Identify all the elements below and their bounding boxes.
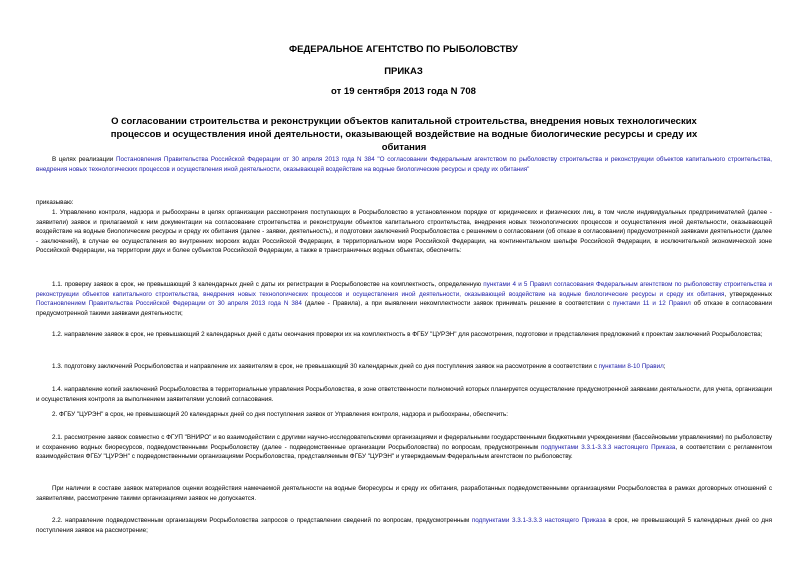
p1-1-text-b: , утвержденных <box>724 290 772 298</box>
intro-text: В целях реализации <box>52 156 116 163</box>
doc-type: ПРИКАЗ <box>384 66 423 77</box>
p1-1-text-d: об отказе в согласовании предусмотренной такими заявками деятельности; <box>36 300 772 317</box>
paragraph-2-note: При наличии в составе заявок материалов оценки воздействия намечаемой деятельности на водные биоресурсы и среду их обитания, разработанных подведомственными организациями Росрыболовства в рамках договорных отношений с заявителями, рассмотрение такими организациями заявок не допускается. <box>36 485 772 502</box>
link-podpunkty-3-3[interactable]: подпунктами 3.3.1-3.3.3 настоящего Приказа <box>540 443 676 451</box>
paragraph-2-2 <box>36 516 772 535</box>
p2-1-text-a: 2.1. рассмотрение заявок совместно с ФГУП "ВНИРО" и во взаимодействии с другими научно-исследовательскими организациями и федеральными государственными бюджетными учреждениями (бассейновыми управлениями) по рыболовству и сохранению водных биоресурсов, подведомственными Росрыболовству (далее - подведомственные организации Росрыболовства) по вопросам, предусмотренным <box>36 434 772 451</box>
paragraph-1-2: 1.2. направление заявок в срок, не превышающий 2 календарных дней с даты окончания проверки их на комплектность в ФГБУ "ЦУРЭН" для рассмотрения, подготовки и представления предложений к проектам заключений Росрыболовства; <box>52 331 763 338</box>
p2-2-text-a: 2.2. направление подведомственным организациям Росрыболовства запросов о представлении сведений по вопросам, предусмотренным <box>52 517 472 524</box>
p1-1-text-c: (далее - Правила), а при выявлении некомплектности заявок принимать решение в соответствии с <box>301 300 613 307</box>
link-postanovlenie-384-2[interactable]: Постановлением Правительства Российской Федерации от 30 апреля 2013 года N 384 <box>36 300 302 307</box>
link-podpunkty-3-3-2[interactable]: подпунктами 3.3.1-3.3.3 настоящего Приказа <box>471 517 606 524</box>
p2-1-text-b: , в соответствии с регламентом взаимодействия ФГБУ "ЦУРЭН" с подведомственными организациями Росрыболовства, представляемым ФГБУ "ЦУРЭН" и утверждаемым Федеральным агентством по рыболовству. <box>36 443 773 460</box>
order-word: приказываю: <box>36 199 74 206</box>
agency-name: ФЕДЕРАЛЬНОЕ АГЕНТСТВО ПО РЫБОЛОВСТВУ <box>289 44 518 55</box>
link-pravila-4-5[interactable]: пунктами 4 и 5 Правил согласования Федеральным агентством по рыболовству строительства и реконструкции объектов капитального строительства, внедрения новых технологических процессов и осуществления иной деятельности, оказывающей воздействие на водные биологические ресурсы и среду их обитания <box>36 281 772 298</box>
paragraph-1-1 <box>36 280 772 318</box>
paragraph-1-3 <box>36 362 772 372</box>
p1-1-text-a: 1.1. проверку заявок в срок, не превышающий 3 календарных дней с даты их регистрации в Росрыболовстве на комплектность, определенную <box>52 281 484 288</box>
p1-3-text-b: ; <box>663 363 666 370</box>
doc-date-number: от 19 сентября 2013 года N 708 <box>331 86 476 97</box>
p1-3-text-a: 1.3. подготовку заключений Росрыболовства и направление их заявителям в срок, не превышающий 30 календарных дней со дня поступления заявок на рассмотрение в соответствии с <box>52 363 599 370</box>
link-pravila-11-12[interactable]: пунктами 11 и 12 Правил <box>612 300 691 307</box>
intro-paragraph <box>36 155 772 174</box>
paragraph-2: 2. ФГБУ "ЦУРЭН" в срок, не превышающий 20 календарных дней со дня поступления заявок от Управления контроля, надзора и рыбоохраны, обеспечить: <box>52 411 509 418</box>
p2-2-text-b: в срок, не превышающий 5 календарных дней со дня поступления заявок на рассмотрение; <box>36 517 772 534</box>
link-pravila-8-10[interactable]: пунктами 8-10 Правил <box>598 363 664 370</box>
doc-title: О согласовании строительства и реконструкции объектов капитальной строительства, внедрения новых технологических процессов и осуществления иной деятельности, оказывающей воздействие на водные биологические ресурсы и среду их обитания <box>110 116 698 153</box>
paragraph-1: 1. Управлению контроля, надзора и рыбоохраны в целях организации рассмотрения поступающих в Росрыболовство в установленном порядке от юридических и физических лиц, в том числе индивидуальных предпринимателей (далее - заявители) заявок и прилагаемой к ним документации на согласование строительства и реконструкции объектов капитального строительства, внедрения новых технологических процессов и осуществления иной деятельности, оказывающей воздействие на водные биологические ресурсы и среду их обитания (далее - заявки, деятельность), и подготовки заключений Росрыболовства с решением о согласовании (об отказе в согласовании) предусмотренной заявками деятельности (далее - заключений), в случае ее осуществления во внутренних морских водах Российской Федерации, в территориальном море Российской Федерации, на континентальном шельфе Российской Федерации, в исключительной экономической зоне Российской Федерации, на территории двух и более субъектов Российской Федерации, а также в трансграничных водных объектах, обеспечить: <box>36 209 772 254</box>
paragraph-2-1 <box>36 433 772 462</box>
paragraph-1-4: 1.4. направление копий заключений Росрыболовства в территориальные управления Росрыболовства, в зоне ответственности полномочий которых планируется осуществление предусмотренной заявками деятельности, для учета, организации и осуществления контроля за выполнением заявителями условий согласования. <box>36 386 772 403</box>
link-postanovlenie-384[interactable]: Постановления Правительства Российской Федерации от 30 апреля 2013 года N 384 "О согласовании Федеральным агентством по рыболовству строительства и реконструкции объектов капитального строительства, внедрения новых технологических процессов и осуществления иной деятельности, оказывающей воздействие на водные биологические ресурсы и среду их обитания" <box>36 156 772 173</box>
